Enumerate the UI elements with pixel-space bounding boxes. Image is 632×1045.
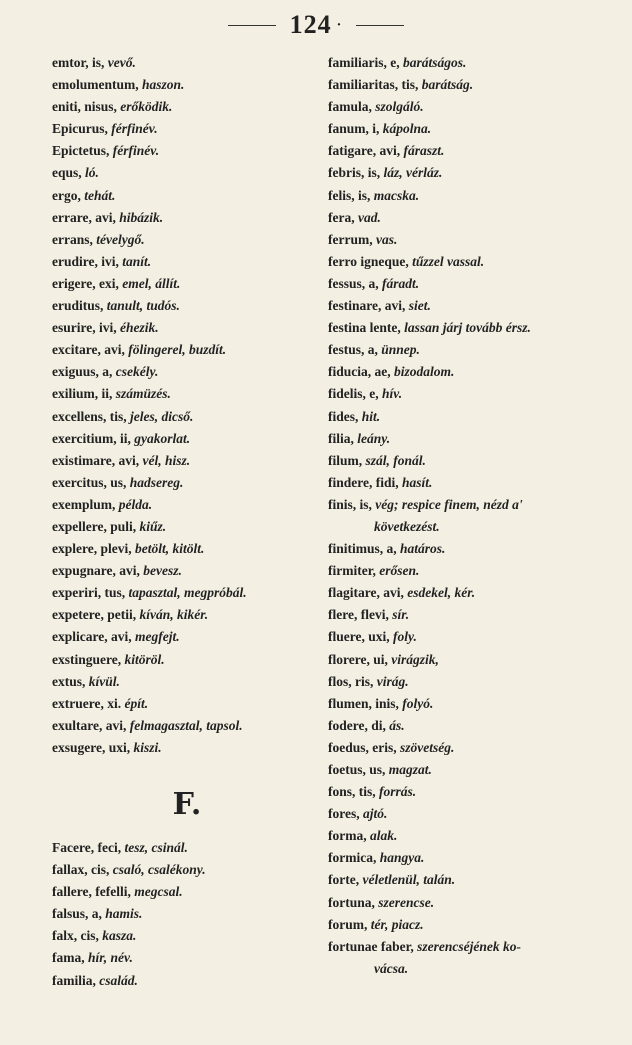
hungarian-gloss: hamis. <box>105 906 143 922</box>
dictionary-entry <box>328 140 624 162</box>
page-number: 124 <box>289 10 332 39</box>
latin-headword: experiri, tus, <box>52 585 129 601</box>
dictionary-entry <box>52 185 322 207</box>
latin-headword: emolumentum, <box>52 77 142 93</box>
latin-headword: finitimus, a, <box>328 541 401 557</box>
dictionary-entry <box>328 671 624 693</box>
dictionary-entry <box>328 781 624 803</box>
dictionary-entry <box>52 428 322 450</box>
hungarian-gloss: vevő. <box>107 55 136 70</box>
hungarian-gloss: erősen. <box>379 563 420 579</box>
hungarian-gloss: tapasztal, megpróbál. <box>128 585 247 601</box>
latin-headword: forum, <box>328 916 371 932</box>
hungarian-gloss: esdekel, kér. <box>407 585 476 601</box>
latin-headword: exilium, ii, <box>52 386 116 402</box>
dictionary-entry <box>328 626 624 648</box>
dictionary-entry <box>52 837 322 859</box>
hungarian-gloss: tanult, tudós. <box>106 298 180 314</box>
dictionary-entry <box>52 538 322 560</box>
page-number-dot: · <box>335 13 343 36</box>
dictionary-entry <box>52 118 322 140</box>
hungarian-gloss: lassan járj tovább érsz. <box>404 320 531 336</box>
dictionary-entry <box>328 118 624 140</box>
latin-headword: fera, <box>328 209 358 225</box>
hungarian-gloss: kitöröl. <box>124 651 165 667</box>
header-rule-left <box>228 25 276 26</box>
latin-headword: erudire, ivi, <box>52 253 123 269</box>
hungarian-gloss: virágzik, <box>391 651 439 667</box>
hungarian-gloss: virág. <box>376 673 409 689</box>
dictionary-entry <box>328 582 624 604</box>
hungarian-gloss: tanít. <box>122 253 152 269</box>
latin-headword: exiguus, a, <box>52 364 116 380</box>
dictionary-entry <box>328 516 624 538</box>
dictionary-entry <box>328 649 624 671</box>
hungarian-gloss: forrás. <box>379 784 417 800</box>
hungarian-gloss: tehát. <box>84 187 116 203</box>
latin-headword: exercitus, us, <box>52 474 130 490</box>
hungarian-gloss: barátságos. <box>402 55 467 70</box>
hungarian-gloss: folyó. <box>402 695 434 711</box>
dictionary-entry <box>328 361 624 383</box>
dictionary-entry <box>328 428 624 450</box>
dictionary-entry <box>328 472 624 494</box>
latin-headword: fores, <box>328 806 363 822</box>
latin-headword: existimare, avi, <box>52 452 143 468</box>
dictionary-entry <box>328 339 624 361</box>
dictionary-entry <box>52 472 322 494</box>
dictionary-entry <box>52 96 322 118</box>
hungarian-gloss: határos. <box>400 541 446 557</box>
latin-headword: fodere, di, <box>328 717 390 733</box>
dictionary-entry <box>52 560 322 582</box>
dictionary-entry <box>328 96 624 118</box>
latin-headword: festinare, avi, <box>328 298 409 314</box>
latin-headword: finis, is, <box>328 496 376 512</box>
dictionary-entry <box>328 317 624 339</box>
dictionary-entry <box>52 693 322 715</box>
hungarian-gloss: erőködik. <box>120 99 173 115</box>
hungarian-gloss: csekély. <box>115 364 159 380</box>
latin-headword: excellens, tis, <box>52 408 130 424</box>
latin-headword: flere, flevi, <box>328 607 393 623</box>
hungarian-gloss: ló. <box>85 165 99 181</box>
dictionary-entry <box>328 273 624 295</box>
dictionary-entry <box>52 494 322 516</box>
hungarian-gloss: hív. <box>382 386 403 402</box>
hungarian-gloss: épít. <box>124 695 149 711</box>
dictionary-entry <box>328 693 624 715</box>
hungarian-gloss: férfinév. <box>112 143 160 159</box>
latin-headword: ferrum, <box>328 231 376 247</box>
hungarian-gloss: hadsereg. <box>129 474 184 490</box>
hungarian-gloss: haszon. <box>142 77 185 93</box>
dictionary-entry <box>52 251 322 273</box>
latin-headword: foetus, us, <box>328 762 389 777</box>
hungarian-gloss: szerencséjének ko- <box>417 938 521 954</box>
hungarian-gloss: vácsa. <box>374 960 409 976</box>
hungarian-gloss: emel, állít. <box>122 275 181 291</box>
dictionary-entry <box>328 560 624 582</box>
dictionary-entry <box>328 450 624 472</box>
latin-headword: famula, <box>328 99 376 115</box>
hungarian-gloss: megfejt. <box>134 629 180 645</box>
hungarian-gloss: példa. <box>118 496 153 512</box>
dictionary-entry <box>328 869 624 891</box>
dictionary-entry <box>328 295 624 317</box>
hungarian-gloss: leány. <box>357 430 391 446</box>
hungarian-gloss: kasza. <box>102 928 137 944</box>
latin-headword: ergo, <box>52 187 85 203</box>
dictionary-entry <box>328 74 624 96</box>
dictionary-entry <box>52 140 322 162</box>
latin-headword: filum, <box>328 452 366 468</box>
hungarian-gloss: megcsal. <box>134 884 183 900</box>
latin-headword: explicare, avi, <box>52 629 135 645</box>
latin-headword: fluere, uxi, <box>328 629 393 645</box>
hungarian-gloss: jeles, dicső. <box>129 408 194 424</box>
latin-headword: fallere, fefelli, <box>52 884 135 900</box>
latin-headword: fons, tis, <box>328 784 380 800</box>
dictionary-entry <box>328 803 624 825</box>
hungarian-gloss: siet. <box>408 298 431 314</box>
hungarian-gloss: hit. <box>361 408 381 424</box>
dictionary-entry <box>52 626 322 648</box>
dictionary-entry <box>52 737 322 759</box>
hungarian-gloss: hasít. <box>402 474 433 490</box>
hungarian-gloss: kíván, kikér. <box>139 607 209 623</box>
right-column <box>328 52 624 980</box>
hungarian-gloss: vél, hisz. <box>142 452 191 468</box>
latin-headword: findere, fidi, <box>328 474 402 490</box>
latin-headword: filia, <box>328 430 358 446</box>
dictionary-entry <box>52 339 322 361</box>
dictionary-entry <box>328 936 624 958</box>
hungarian-gloss: számüzés. <box>115 386 171 402</box>
latin-headword: Facere, feci, <box>52 840 125 855</box>
dictionary-entry <box>328 825 624 847</box>
latin-headword: extruere, xi. <box>52 695 125 711</box>
dictionary-entry <box>52 671 322 693</box>
left-column <box>52 52 322 992</box>
latin-headword: fortunae faber, <box>328 938 418 954</box>
hungarian-gloss: szerencse. <box>378 894 435 910</box>
right-entries <box>328 52 624 980</box>
latin-headword: Epicurus, <box>52 121 112 137</box>
dictionary-entry <box>328 958 624 980</box>
hungarian-gloss: bizodalom. <box>394 364 455 380</box>
dictionary-entry <box>52 649 322 671</box>
hungarian-gloss: alak. <box>369 828 398 844</box>
hungarian-gloss: betölt, kitölt. <box>134 541 205 557</box>
dictionary-entry <box>52 925 322 947</box>
latin-headword: expetere, petii, <box>52 607 140 623</box>
latin-headword: forma, <box>328 828 370 844</box>
dictionary-entry <box>328 494 624 516</box>
latin-headword: fama, <box>52 950 88 966</box>
hungarian-gloss: foly. <box>393 629 417 645</box>
hungarian-gloss: gyakorlat. <box>134 430 191 446</box>
hungarian-gloss: fáradt. <box>382 275 420 291</box>
latin-headword: fides, <box>328 408 362 424</box>
latin-headword: febris, is, <box>328 165 384 181</box>
latin-headword: fiducia, ae, <box>328 364 394 380</box>
latin-headword: extus, <box>52 673 89 689</box>
dictionary-entry <box>52 859 322 881</box>
dictionary-entry <box>328 914 624 936</box>
latin-headword: emtor, is, <box>52 55 108 70</box>
dictionary-entry <box>52 715 322 737</box>
hungarian-gloss: szövetség. <box>400 739 455 755</box>
hungarian-gloss: vég; respice finem, nézd a' <box>375 496 523 512</box>
latin-headword: familiaris, e, <box>328 55 403 70</box>
latin-headword: felis, is, <box>328 187 374 203</box>
hungarian-gloss: magzat. <box>388 762 432 777</box>
dictionary-entry <box>52 207 322 229</box>
hungarian-gloss: kápolna. <box>382 121 432 137</box>
hungarian-gloss: szolgáló. <box>375 99 424 115</box>
hungarian-gloss: éhezik. <box>120 320 159 336</box>
latin-headword: falx, cis, <box>52 928 103 944</box>
latin-headword: florere, ui, <box>328 651 392 667</box>
hungarian-gloss: bevesz. <box>143 563 182 579</box>
hungarian-gloss: csaló, csalékony. <box>112 862 206 878</box>
dictionary-entry <box>52 317 322 339</box>
latin-headword: fallax, cis, <box>52 862 113 878</box>
hungarian-gloss: barátság. <box>421 77 474 93</box>
dictionary-entry <box>328 892 624 914</box>
latin-headword: firmiter, <box>328 563 380 579</box>
dictionary-entry <box>52 450 322 472</box>
hungarian-gloss: vad. <box>357 209 381 225</box>
hungarian-gloss: ünnep. <box>381 342 420 358</box>
latin-headword: exstinguere, <box>52 651 125 667</box>
latin-headword: fanum, i, <box>328 121 383 137</box>
latin-headword: fatigare, avi, <box>328 143 404 159</box>
dictionary-entry <box>328 759 624 781</box>
header-rule-right <box>356 25 404 26</box>
left-entries-e <box>52 52 322 759</box>
dictionary-entry <box>52 947 322 969</box>
dictionary-entry <box>328 715 624 737</box>
section-heading-f: F. <box>172 786 202 822</box>
latin-headword: ferro igneque, <box>328 253 413 269</box>
hungarian-gloss: tűzzel vassal. <box>412 253 485 269</box>
hungarian-gloss: férfinév. <box>111 121 158 137</box>
hungarian-gloss: kiűz. <box>139 518 167 534</box>
hungarian-gloss: szál, fonál. <box>365 452 426 468</box>
hungarian-gloss: fáraszt. <box>403 143 445 159</box>
latin-headword: falsus, a, <box>52 906 106 922</box>
latin-headword: fortuna, <box>328 894 379 910</box>
latin-headword: forte, <box>328 872 363 888</box>
hungarian-gloss: következést. <box>374 518 440 534</box>
latin-headword: equs, <box>52 165 86 181</box>
dictionary-entry <box>52 162 322 184</box>
dictionary-entry <box>328 185 624 207</box>
dictionary-entry <box>52 881 322 903</box>
hungarian-gloss: ás. <box>389 717 405 733</box>
latin-headword: errare, avi, <box>52 209 120 225</box>
latin-headword: esurire, ivi, <box>52 320 120 336</box>
latin-headword: exercitium, ii, <box>52 430 135 446</box>
latin-headword: explere, plevi, <box>52 541 135 557</box>
hungarian-gloss: hír, név. <box>88 950 133 966</box>
latin-headword: flumen, inis, <box>328 695 403 711</box>
dictionary-entry <box>52 383 322 405</box>
latin-headword: expellere, puli, <box>52 518 140 534</box>
dictionary-entry <box>328 251 624 273</box>
dictionary-entry <box>52 903 322 925</box>
dictionary-entry <box>328 207 624 229</box>
latin-headword: eruditus, <box>52 298 107 314</box>
hungarian-gloss: hangya. <box>379 850 425 866</box>
hungarian-gloss: tér, piacz. <box>370 916 424 932</box>
dictionary-entry <box>52 604 322 626</box>
left-entries-f <box>52 837 322 992</box>
hungarian-gloss: kiszi. <box>133 739 162 755</box>
latin-headword: festina lente, <box>328 320 405 336</box>
latin-headword: familia, <box>52 972 100 988</box>
hungarian-gloss: tesz, csinál. <box>124 840 188 855</box>
latin-headword: eniti, nisus, <box>52 99 121 115</box>
latin-headword: exultare, avi, <box>52 717 130 733</box>
dictionary-entry <box>328 737 624 759</box>
latin-headword: familiaritas, tis, <box>328 77 422 93</box>
hungarian-gloss: kívül. <box>88 673 120 689</box>
latin-headword: erigere, exi, <box>52 275 123 291</box>
latin-headword: fidelis, e, <box>328 386 382 402</box>
latin-headword: formica, <box>328 850 380 866</box>
dictionary-entry <box>52 273 322 295</box>
dictionary-entry <box>328 604 624 626</box>
hungarian-gloss: hibázik. <box>119 209 164 225</box>
latin-headword: exemplum, <box>52 496 119 512</box>
dictionary-entry <box>328 406 624 428</box>
hungarian-gloss: véletlenül, talán. <box>362 872 456 888</box>
latin-headword: fessus, a, <box>328 275 383 291</box>
hungarian-gloss: tévelygő. <box>96 231 145 247</box>
latin-headword: errans, <box>52 231 97 247</box>
latin-headword: festus, a, <box>328 342 382 358</box>
hungarian-gloss: család. <box>99 972 138 988</box>
dictionary-entry <box>328 383 624 405</box>
hungarian-gloss: vas. <box>375 231 398 247</box>
hungarian-gloss: felmagasztal, tapsol. <box>129 717 243 733</box>
dictionary-entry <box>52 74 322 96</box>
dictionary-entry <box>52 52 322 74</box>
dictionary-entry <box>52 229 322 251</box>
latin-headword: flagitare, avi, <box>328 585 408 601</box>
dictionary-entry <box>52 406 322 428</box>
latin-headword: flos, ris, <box>328 673 377 689</box>
hungarian-gloss: fölingerel, buzdít. <box>128 342 227 358</box>
dictionary-entry <box>328 52 624 74</box>
hungarian-gloss: macska. <box>373 187 420 203</box>
latin-headword: excitare, avi, <box>52 342 129 358</box>
dictionary-entry <box>328 162 624 184</box>
hungarian-gloss: sír. <box>392 607 410 623</box>
dictionary-entry <box>328 538 624 560</box>
dictionary-entry <box>328 847 624 869</box>
hungarian-gloss: láz, vérláz. <box>383 165 443 181</box>
latin-headword: Epictetus, <box>52 143 113 159</box>
dictionary-entry <box>52 516 322 538</box>
dictionary-entry <box>52 582 322 604</box>
latin-headword: exsugere, uxi, <box>52 739 134 755</box>
latin-headword: foedus, eris, <box>328 739 400 755</box>
latin-headword: expugnare, avi, <box>52 563 144 579</box>
hungarian-gloss: ajtó. <box>363 806 388 822</box>
dictionary-entry <box>52 970 322 992</box>
dictionary-entry <box>328 229 624 251</box>
dictionary-entry <box>52 295 322 317</box>
dictionary-entry <box>52 361 322 383</box>
page-header <box>0 8 632 42</box>
